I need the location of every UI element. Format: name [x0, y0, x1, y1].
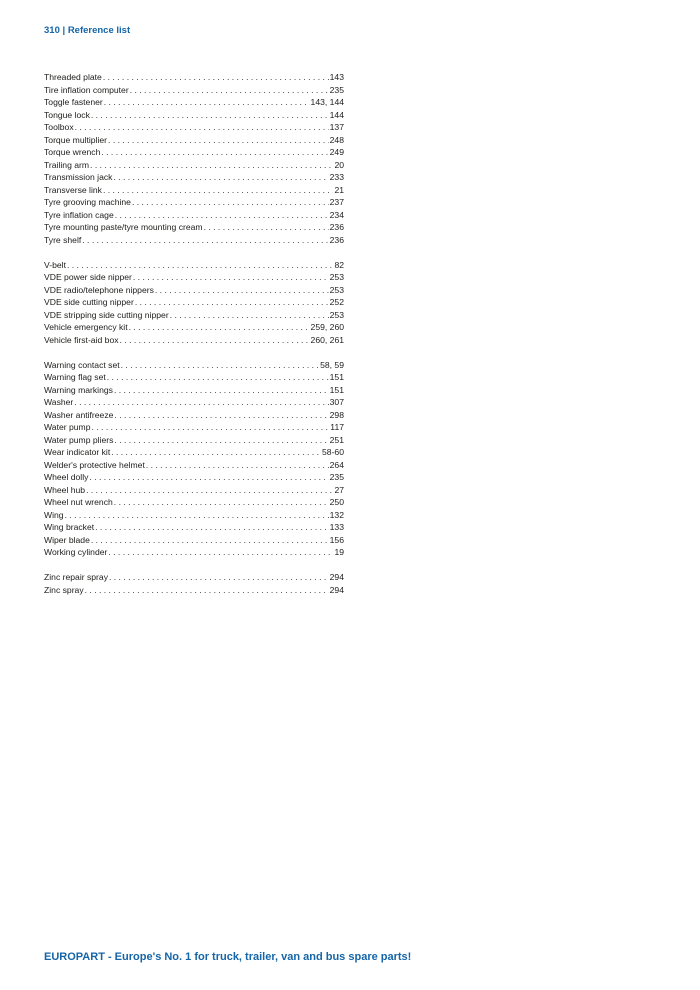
index-entry — [44, 384, 344, 397]
dot-leader — [155, 284, 329, 297]
dot-leader — [104, 96, 310, 109]
index-entry — [44, 146, 344, 159]
index-group — [44, 71, 344, 246]
dot-leader — [95, 521, 329, 534]
entry-page: 117 — [330, 422, 344, 432]
entry-term: Wing — [44, 509, 64, 520]
entry-page: 82 — [334, 259, 344, 270]
index-entry — [44, 509, 344, 522]
dot-leader — [114, 409, 328, 422]
index-entry — [44, 171, 344, 184]
dot-leader — [103, 71, 329, 84]
index-entry — [44, 309, 344, 322]
entry-term: Toggle fastener — [44, 97, 103, 107]
dot-leader — [89, 471, 328, 484]
dot-leader — [74, 396, 328, 409]
entry-page: 137 — [329, 122, 344, 132]
dot-leader — [115, 209, 329, 222]
entry-term: Tyre shelf — [44, 234, 82, 245]
entry-term: Vehicle first-aid box — [44, 334, 119, 345]
dot-leader — [86, 484, 333, 497]
entry-term: Trailing arm — [44, 159, 90, 170]
entry-page: 236 — [329, 222, 344, 232]
dot-leader — [91, 534, 329, 547]
entry-term: Torque wrench — [44, 147, 101, 157]
entry-page: 253 — [329, 284, 344, 295]
dot-leader — [111, 446, 321, 459]
entry-page: 20 — [334, 159, 344, 170]
entry-term: Transverse link — [44, 184, 102, 195]
index-entry — [44, 359, 344, 372]
entry-page: 251 — [329, 434, 344, 445]
dot-leader — [85, 584, 329, 597]
index-entry — [44, 334, 344, 347]
entry-page: 294 — [329, 584, 344, 595]
index-entry — [44, 284, 344, 297]
dot-leader — [146, 459, 329, 472]
index-entry — [44, 409, 344, 422]
entry-term: Tyre inflation cage — [44, 209, 114, 220]
entry-page: 58, 59 — [320, 359, 344, 370]
index-entry — [44, 71, 344, 84]
index-entry — [44, 296, 344, 309]
entry-page: 259, 260 — [310, 322, 344, 332]
dot-leader — [133, 271, 329, 284]
index-entry — [44, 459, 344, 472]
dot-leader — [101, 146, 328, 159]
entry-term: Water pump — [44, 422, 91, 432]
entry-term: Wing bracket — [44, 522, 95, 532]
index-entry — [44, 434, 344, 447]
entry-page: 156 — [329, 534, 344, 545]
page-header — [44, 25, 130, 36]
dot-leader — [108, 134, 329, 147]
index-entry — [44, 121, 344, 134]
index-entry — [44, 321, 344, 334]
entry-term: Toolbox — [44, 122, 74, 132]
index-entry — [44, 534, 344, 547]
index-entry — [44, 584, 344, 597]
entry-term: Wheel nut wrench — [44, 497, 113, 507]
entry-term: Washer — [44, 397, 74, 407]
entry-page: 21 — [334, 184, 344, 195]
index-group — [44, 359, 344, 559]
index-entry — [44, 471, 344, 484]
entry-page: 252 — [329, 297, 344, 307]
entry-term: VDE power side nipper — [44, 272, 132, 282]
dot-leader — [75, 121, 329, 134]
index-entry — [44, 221, 344, 234]
entry-page: 234 — [329, 209, 344, 220]
entry-page: 260, 261 — [310, 334, 344, 345]
entry-term: Warning flag set — [44, 372, 106, 382]
dot-leader — [65, 509, 329, 522]
page-number: 310 — [44, 25, 60, 36]
entry-term: Tyre mounting paste/tyre mounting cream — [44, 222, 203, 232]
entry-term: Warning contact set — [44, 359, 120, 370]
entry-term: Wheel dolly — [44, 472, 89, 482]
entry-term: Threaded plate — [44, 72, 102, 82]
dot-leader — [132, 196, 329, 209]
dot-leader — [113, 171, 328, 184]
index-entry — [44, 259, 344, 272]
entry-page: 144 — [329, 109, 344, 120]
entry-page: 151 — [329, 384, 344, 395]
dot-leader — [135, 296, 329, 309]
index-entry — [44, 484, 344, 497]
entry-page: 294 — [329, 572, 344, 582]
entry-page: 233 — [329, 172, 344, 182]
index-entry — [44, 134, 344, 147]
index-entry — [44, 109, 344, 122]
entry-term: Welder's protective helmet — [44, 459, 145, 470]
entry-page: 237 — [329, 197, 344, 207]
entry-page: 250 — [329, 497, 344, 507]
entry-term: Tyre grooving machine — [44, 197, 131, 207]
index-entry — [44, 421, 344, 434]
entry-term: Zinc repair spray — [44, 572, 108, 582]
dot-leader — [90, 159, 333, 172]
dot-leader — [108, 546, 333, 559]
entry-page: 253 — [329, 272, 344, 282]
entry-term: Transmission jack — [44, 172, 113, 182]
index-entry — [44, 271, 344, 284]
entry-term: Vehicle emergency kit — [44, 322, 128, 332]
index-entry — [44, 371, 344, 384]
entry-term: Wiper blade — [44, 534, 90, 545]
dot-leader — [204, 221, 329, 234]
entry-page: 27 — [334, 484, 344, 495]
dot-leader — [129, 321, 310, 334]
index-entry — [44, 446, 344, 459]
entry-term: Tire inflation computer — [44, 84, 129, 95]
dot-leader — [114, 384, 329, 397]
index-entry — [44, 196, 344, 209]
header-separator: | — [62, 25, 66, 36]
dot-leader — [82, 234, 328, 247]
dot-leader — [107, 371, 329, 384]
entry-term: VDE stripping side cutting nipper — [44, 309, 169, 320]
index-entry — [44, 521, 344, 534]
dot-leader — [67, 259, 333, 272]
index-entry — [44, 496, 344, 509]
index-entry — [44, 96, 344, 109]
dot-leader — [114, 496, 329, 509]
index-group — [44, 259, 344, 347]
index-group — [44, 571, 344, 596]
reference-index — [44, 71, 344, 609]
entry-page: 19 — [334, 547, 344, 557]
entry-term: Zinc spray — [44, 584, 84, 595]
entry-term: Wear indicator kit — [44, 447, 111, 457]
entry-page: 132 — [329, 509, 344, 520]
entry-page: 235 — [329, 472, 344, 482]
dot-leader — [91, 109, 329, 122]
index-entry — [44, 84, 344, 97]
footer-tagline: EUROPART - Europe's No. 1 for truck, trailer, van and bus spare parts! — [44, 951, 412, 963]
entry-term: V-belt — [44, 259, 66, 270]
entry-term: Working cylinder — [44, 547, 108, 557]
entry-term: Warning markings — [44, 384, 113, 395]
entry-page: 151 — [329, 372, 344, 382]
entry-term: Wheel hub — [44, 484, 86, 495]
dot-leader — [170, 309, 329, 322]
dot-leader — [103, 184, 333, 197]
index-entry — [44, 396, 344, 409]
entry-term: VDE radio/telephone nippers — [44, 284, 154, 295]
index-entry — [44, 571, 344, 584]
entry-term: Water pump pliers — [44, 434, 114, 445]
dot-leader — [130, 84, 329, 97]
entry-page: 236 — [329, 234, 344, 245]
dot-leader — [92, 421, 330, 434]
index-entry — [44, 209, 344, 222]
index-entry — [44, 234, 344, 247]
index-entry — [44, 184, 344, 197]
entry-page: 248 — [329, 134, 344, 145]
entry-page: 143 — [329, 72, 344, 82]
entry-page: 307 — [329, 397, 344, 407]
entry-term: VDE side cutting nipper — [44, 297, 134, 307]
entry-page: 58-60 — [322, 447, 344, 457]
dot-leader — [109, 571, 329, 584]
entry-page: 235 — [329, 84, 344, 95]
index-entry — [44, 546, 344, 559]
dot-leader — [120, 334, 310, 347]
section-title: Reference list — [67, 25, 131, 36]
entry-term: Tongue lock — [44, 109, 90, 120]
entry-page: 253 — [329, 309, 344, 320]
entry-page: 249 — [329, 147, 344, 157]
dot-leader — [114, 434, 328, 447]
entry-term: Washer antifreeze — [44, 409, 114, 420]
index-entry — [44, 159, 344, 172]
entry-page: 264 — [329, 459, 344, 470]
entry-page: 298 — [329, 409, 344, 420]
entry-term: Torque multiplier — [44, 134, 108, 145]
dot-leader — [121, 359, 319, 372]
entry-page: 133 — [329, 522, 344, 532]
entry-page: 143, 144 — [310, 97, 344, 107]
